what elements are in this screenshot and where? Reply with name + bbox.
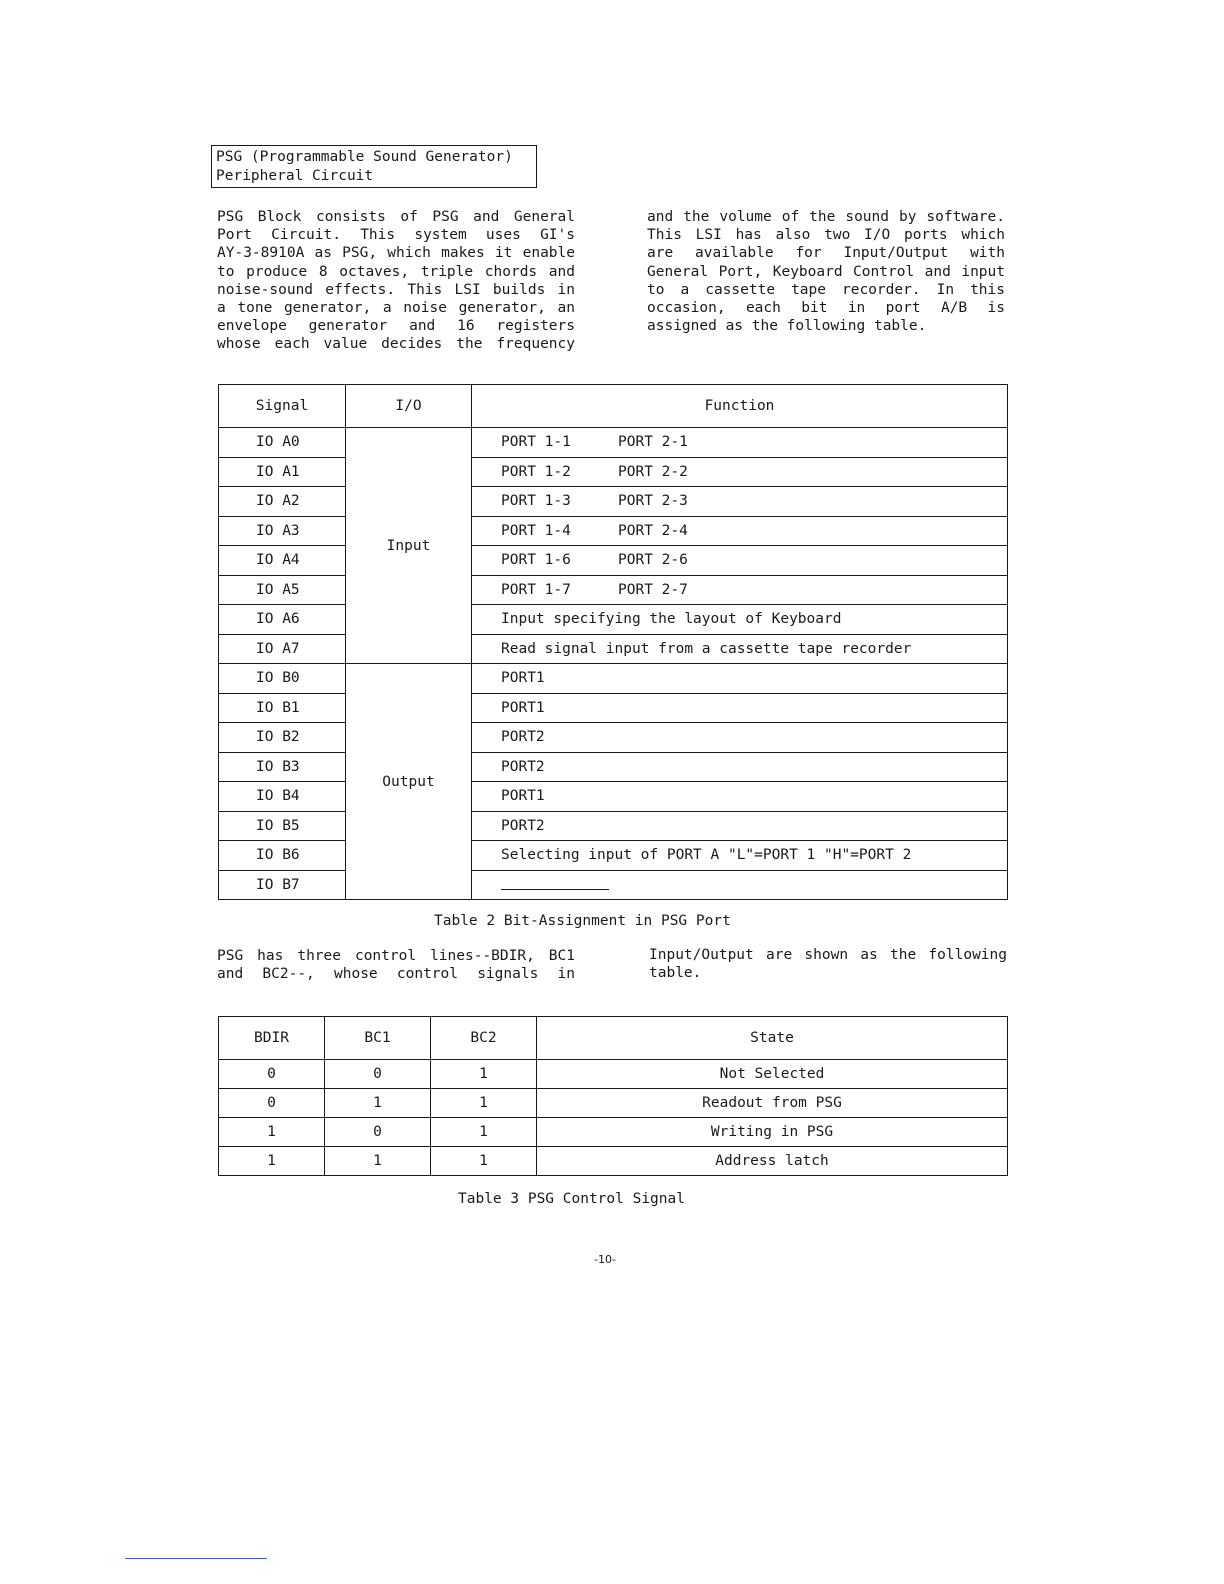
text-line: General Port, Keyboard Control and input [647, 263, 1005, 280]
table-row [219, 428, 1008, 458]
port2-value: PORT 2-2 [618, 463, 688, 480]
port2-value: PORT 2-6 [618, 552, 688, 569]
intro-right-column [647, 208, 1005, 335]
signal-cell: IO B7 [219, 870, 346, 900]
text-line: and the volume of the sound by software. [647, 209, 1005, 225]
port2-value: PORT 2-7 [618, 581, 688, 598]
text-line: PSG Block consists of PSG and General [217, 209, 575, 225]
heading-line-1: PSG (Programmable Sound Generator) [216, 149, 513, 165]
section-heading [211, 145, 537, 188]
footer-rule [125, 1558, 267, 1559]
text-line: whose each value decides the frequency [217, 336, 575, 353]
function-cell: Read signal input from a cassette tape recorder [472, 634, 1008, 664]
signal-cell: IO B1 [219, 693, 346, 723]
table-row [219, 516, 1008, 546]
port2-value: PORT 2-4 [618, 522, 688, 539]
port1-value: PORT 1-6 [501, 552, 571, 569]
signal-cell: IO A3 [219, 516, 346, 546]
table-2-caption: Table 2 Bit-Assignment in PSG Port [434, 913, 731, 929]
port1-value: PORT 1-7 [501, 581, 571, 598]
bit-assignment-table [218, 384, 1008, 900]
text-line: Port Circuit. This system uses GI's [217, 227, 575, 244]
page-number: -10- [594, 1253, 616, 1266]
bc1-cell: 0 [325, 1118, 431, 1147]
function-cell [472, 487, 1008, 517]
port2-value: PORT 2-1 [618, 434, 688, 451]
function-cell [472, 516, 1008, 546]
signal-cell: IO B3 [219, 752, 346, 782]
header-bc1: BC1 [325, 1017, 431, 1060]
port1-value: PORT 1-3 [501, 493, 571, 510]
text-line: occasion, each bit in port A/B is [647, 300, 1005, 317]
table-row [219, 811, 1008, 841]
bc2-cell: 1 [431, 1147, 537, 1176]
function-cell-empty [472, 870, 1008, 900]
mid-right-column [649, 946, 1007, 982]
state-cell: Readout from PSG [537, 1089, 1008, 1118]
table-header-row [219, 1017, 1008, 1060]
text-line: PSG has three control lines--BDIR, BC1 [217, 948, 575, 964]
state-cell: Address latch [537, 1147, 1008, 1176]
text-line: This LSI has also two I/O ports which [647, 227, 1005, 244]
bc2-cell: 1 [431, 1118, 537, 1147]
table-row [219, 1118, 1008, 1147]
function-cell: PORT2 [472, 811, 1008, 841]
function-cell [472, 575, 1008, 605]
text-line: envelope generator and 16 registers [217, 318, 575, 335]
text-line: and BC2--, whose control signals in [217, 966, 575, 983]
table-row [219, 1060, 1008, 1089]
mid-left-column [217, 947, 575, 983]
state-cell: Writing in PSG [537, 1118, 1008, 1147]
table-row [219, 575, 1008, 605]
function-cell: PORT1 [472, 782, 1008, 812]
heading-line-2: Peripheral Circuit [216, 168, 374, 184]
bc1-cell: 1 [325, 1147, 431, 1176]
text-line: a tone generator, a noise generator, an [217, 300, 575, 317]
text-line: AY-3-8910A as PSG, which makes it enable [217, 245, 575, 262]
header-signal: Signal [219, 385, 346, 428]
port1-value: PORT 1-2 [501, 463, 571, 480]
bdir-cell: 0 [219, 1089, 325, 1118]
bc2-cell: 1 [431, 1089, 537, 1118]
table-header-row [219, 385, 1008, 428]
table-row [219, 693, 1008, 723]
port1-value: PORT 1-4 [501, 522, 571, 539]
bdir-cell: 0 [219, 1060, 325, 1089]
signal-cell: IO A1 [219, 457, 346, 487]
io-output-cell: Output [346, 664, 472, 900]
function-cell: PORT1 [472, 664, 1008, 694]
intro-left-column [217, 208, 575, 354]
header-function: Function [472, 385, 1008, 428]
signal-cell: IO A7 [219, 634, 346, 664]
function-cell [472, 546, 1008, 576]
header-io: I/O [346, 385, 472, 428]
table-row [219, 752, 1008, 782]
signal-cell: IO A6 [219, 605, 346, 635]
text-line: to produce 8 octaves, triple chords and [217, 263, 575, 280]
text-line: noise-sound effects. This LSI builds in [217, 281, 575, 298]
table-row [219, 546, 1008, 576]
signal-cell: IO A5 [219, 575, 346, 605]
io-input-cell: Input [346, 428, 472, 664]
control-signal-table [218, 1016, 1008, 1176]
bc2-cell: 1 [431, 1060, 537, 1089]
function-cell [472, 457, 1008, 487]
table-row [219, 723, 1008, 753]
text-line: table. [649, 965, 702, 982]
function-cell: Selecting input of PORT A "L"=PORT 1 "H"=PORT 2 [472, 841, 1008, 871]
table-row [219, 457, 1008, 487]
table-row [219, 870, 1008, 900]
signal-cell: IO A4 [219, 546, 346, 576]
function-cell: PORT2 [472, 723, 1008, 753]
signal-cell: IO B4 [219, 782, 346, 812]
bdir-cell: 1 [219, 1118, 325, 1147]
header-state: State [537, 1017, 1008, 1060]
signal-cell: IO A2 [219, 487, 346, 517]
table-row [219, 634, 1008, 664]
function-cell: PORT2 [472, 752, 1008, 782]
function-cell: Input specifying the layout of Keyboard [472, 605, 1008, 635]
signal-cell: IO B0 [219, 664, 346, 694]
text-line: to a cassette tape recorder. In this [647, 281, 1005, 298]
bc1-cell: 0 [325, 1060, 431, 1089]
table-row [219, 782, 1008, 812]
signal-cell: IO B2 [219, 723, 346, 753]
header-bc2: BC2 [431, 1017, 537, 1060]
signal-cell: IO B6 [219, 841, 346, 871]
text-line: assigned as the following table. [647, 318, 927, 335]
state-cell: Not Selected [537, 1060, 1008, 1089]
table-row [219, 1089, 1008, 1118]
port2-value: PORT 2-3 [618, 493, 688, 510]
unused-dash [501, 889, 609, 890]
bdir-cell: 1 [219, 1147, 325, 1176]
bc1-cell: 1 [325, 1089, 431, 1118]
function-cell [472, 428, 1008, 458]
signal-cell: IO A0 [219, 428, 346, 458]
signal-cell: IO B5 [219, 811, 346, 841]
table-row [219, 664, 1008, 694]
text-line: are available for Input/Output with [647, 245, 1005, 262]
port1-value: PORT 1-1 [501, 434, 571, 451]
table-row [219, 605, 1008, 635]
text-line: Input/Output are shown as the following [649, 947, 1007, 963]
table-row [219, 487, 1008, 517]
header-bdir: BDIR [219, 1017, 325, 1060]
function-cell: PORT1 [472, 693, 1008, 723]
table-row [219, 1147, 1008, 1176]
table-row [219, 841, 1008, 871]
table-3-caption: Table 3 PSG Control Signal [458, 1191, 685, 1207]
